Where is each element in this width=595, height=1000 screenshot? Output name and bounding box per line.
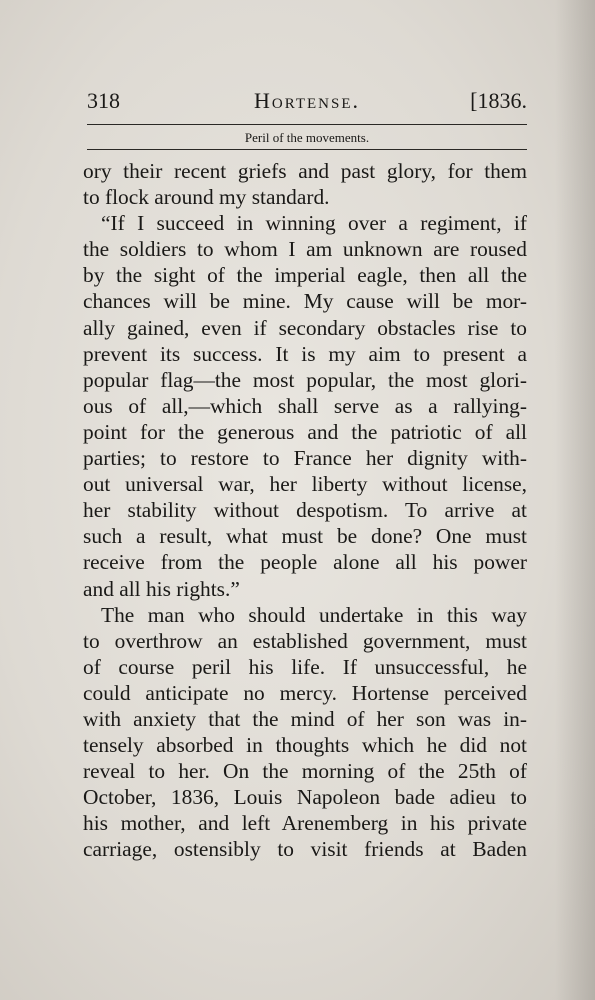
text-line: could anticipate no mercy. Hortense perceived bbox=[83, 680, 527, 705]
text-line: by the sight of the imperial eagle, then all the bbox=[83, 263, 527, 288]
text-line: point for the generous and the patriotic of all bbox=[83, 419, 527, 444]
running-head bbox=[87, 88, 527, 118]
text-line: chances will be mine. My cause will be mor- bbox=[83, 289, 527, 314]
text-line: prevent its success. It is my aim to present a bbox=[83, 341, 527, 366]
text-line: The man who should undertake in this way bbox=[101, 602, 527, 627]
section-heading: Peril of the movements. bbox=[244, 130, 370, 145]
text-line: of course peril his life. If unsuccessful, he bbox=[83, 654, 527, 679]
text-line: to overthrow an established government, must bbox=[83, 628, 527, 653]
body-text bbox=[83, 158, 527, 863]
text-line: ous of all,—which shall serve as a rallying- bbox=[83, 393, 527, 418]
text-line: such a result, what must be done? One must bbox=[83, 524, 527, 549]
text-line: reveal to her. On the morning of the 25th of bbox=[83, 759, 527, 784]
header-rule-bottom bbox=[87, 149, 527, 150]
text-line: receive from the people alone all his power bbox=[83, 550, 527, 575]
text-line: popular flag—the most popular, the most glori- bbox=[83, 367, 527, 392]
text-line: and all his rights.” bbox=[83, 576, 240, 601]
text-line: her stability without despotism. To arrive at bbox=[83, 498, 527, 523]
book-title: Hortense. bbox=[254, 88, 360, 113]
text-line: carriage, ostensibly to visit friends at Baden bbox=[83, 837, 527, 862]
text-line: “If I succeed in winning over a regiment, if bbox=[101, 211, 527, 236]
text-line: out universal war, her liberty without license, bbox=[83, 472, 527, 497]
text-line: with anxiety that the mind of her son was in- bbox=[83, 706, 527, 731]
text-line: October, 1836, Louis Napoleon bade adieu to bbox=[83, 785, 527, 810]
header-rule-top bbox=[87, 124, 527, 125]
text-line: the soldiers to whom I am unknown are roused bbox=[83, 237, 527, 262]
page-number: 318 bbox=[87, 88, 120, 113]
text-line: to flock around my standard. bbox=[83, 185, 330, 210]
text-line: ory their recent griefs and past glory, for them bbox=[83, 159, 527, 183]
text-line: ally gained, even if secondary obstacles rise to bbox=[83, 315, 527, 340]
text-line: his mother, and left Arenemberg in his private bbox=[83, 811, 527, 836]
text-line: parties; to restore to France her dignity with- bbox=[83, 446, 527, 471]
text-line: tensely absorbed in thoughts which he did not bbox=[83, 733, 527, 758]
chapter-year: [1836. bbox=[470, 88, 527, 113]
